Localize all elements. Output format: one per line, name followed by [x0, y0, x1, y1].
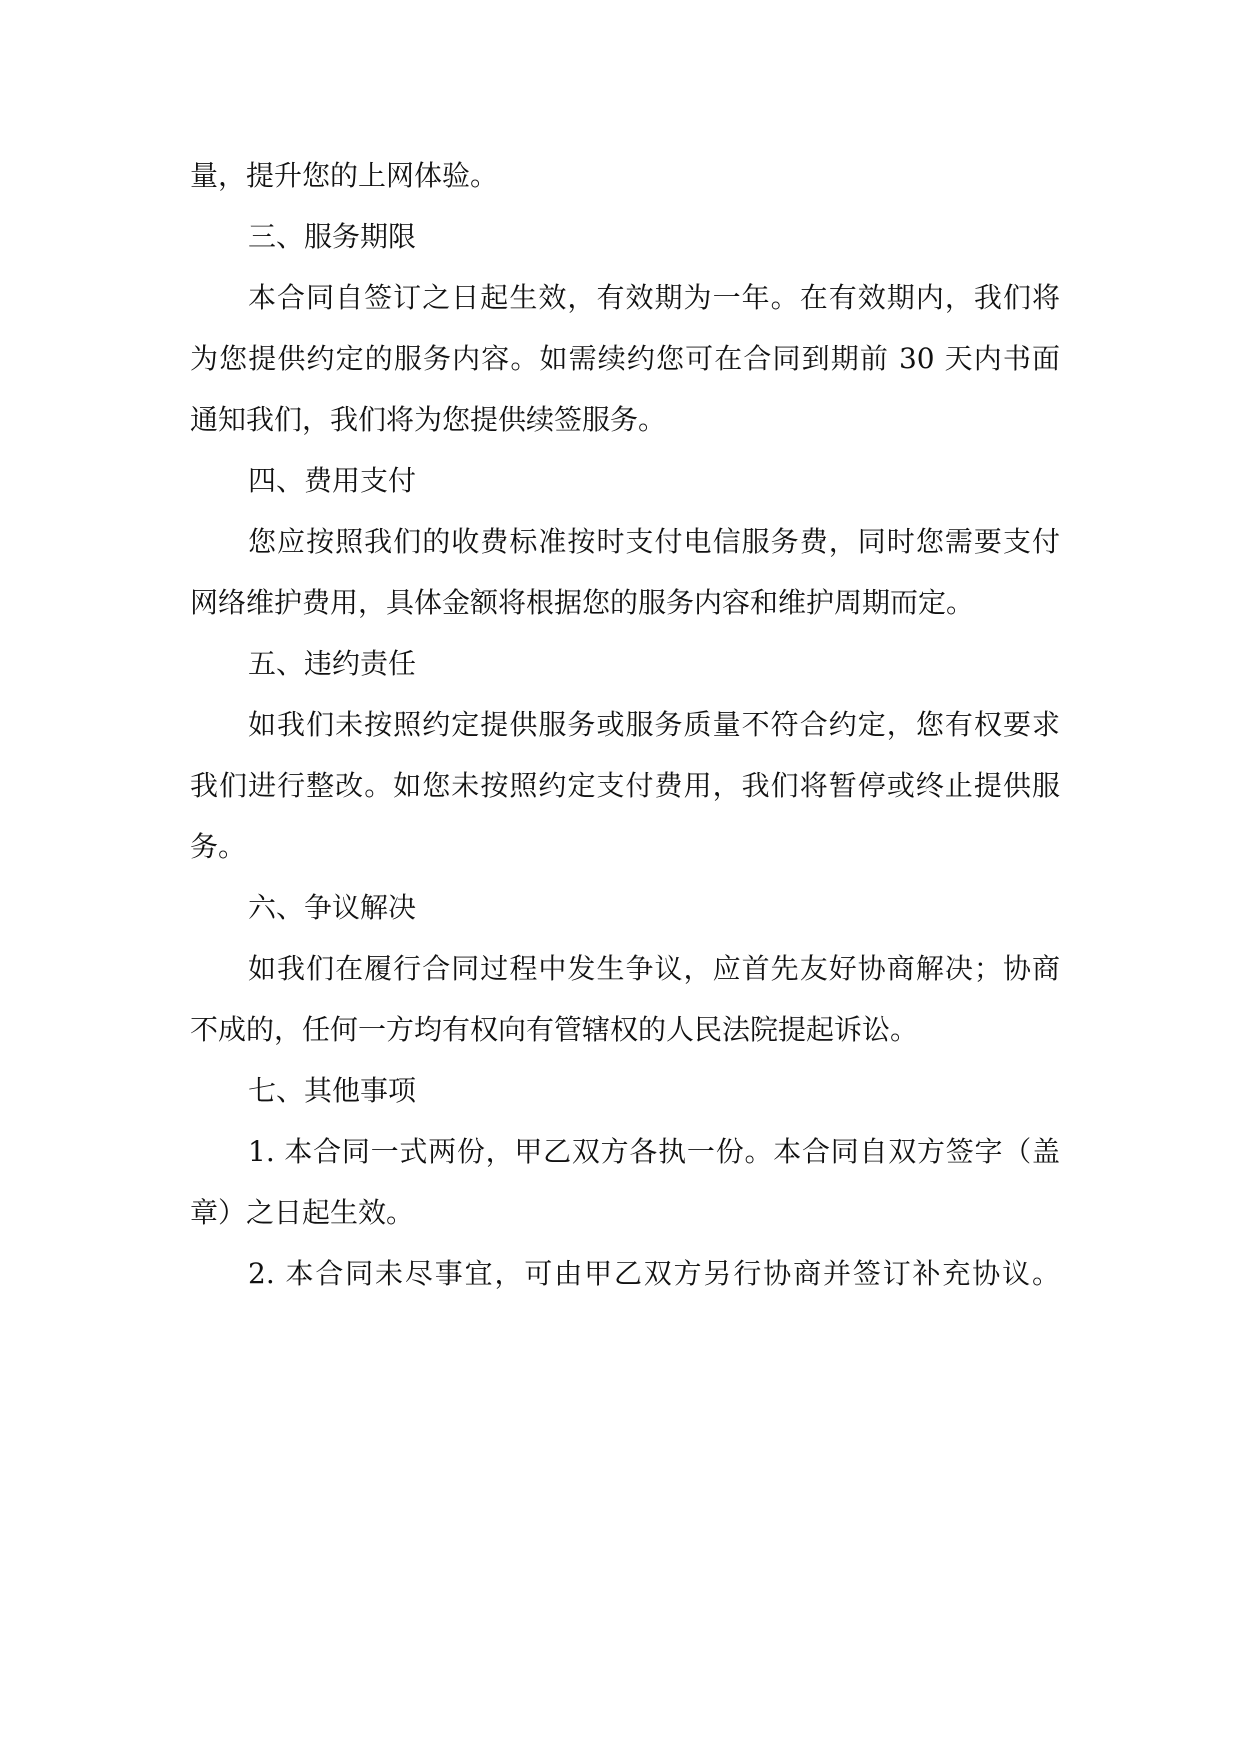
paragraph-line: 网络维护费用，具体金额将根据您的服务内容和维护周期而定。: [190, 586, 975, 619]
paragraph-line: 量，提升您的上网体验。: [190, 159, 499, 192]
paragraph-line: 1. 本合同一式两份，甲乙双方各执一份。本合同自双方签字（盖: [248, 1135, 1060, 1168]
document-body: [190, 145, 1060, 1304]
section-heading: 五、违约责任: [248, 647, 417, 680]
paragraph-line: 通知我们，我们将为您提供续签服务。: [190, 403, 667, 436]
paragraph-line: 2. 本合同未尽事宜，可由甲乙双方另行协商并签订补充协议。: [248, 1257, 1060, 1290]
paragraph-line: 章）之日起生效。: [190, 1196, 415, 1229]
section-heading: 七、其他事项: [248, 1074, 417, 1107]
section-heading: 六、争议解决: [248, 891, 417, 924]
paragraph-line: 为您提供约定的服务内容。如需续约您可在合同到期前 30 天内书面: [190, 342, 1060, 375]
paragraph-line: 您应按照我们的收费标准按时支付电信服务费，同时您需要支付: [248, 525, 1060, 558]
paragraph-line: 本合同自签订之日起生效，有效期为一年。在有效期内，我们将: [248, 281, 1060, 314]
paragraph-line: 不成的，任何一方均有权向有管辖权的人民法院提起诉讼。: [190, 1013, 919, 1046]
paragraph-line: 我们进行整改。如您未按照约定支付费用，我们将暂停或终止提供服: [190, 769, 1060, 802]
section-heading: 三、服务期限: [248, 220, 417, 253]
paragraph-line: 如我们未按照约定提供服务或服务质量不符合约定，您有权要求: [248, 708, 1060, 741]
paragraph-line: 如我们在履行合同过程中发生争议，应首先友好协商解决；协商: [248, 952, 1060, 985]
section-heading: 四、费用支付: [248, 464, 417, 497]
paragraph-line: 务。: [190, 830, 247, 863]
